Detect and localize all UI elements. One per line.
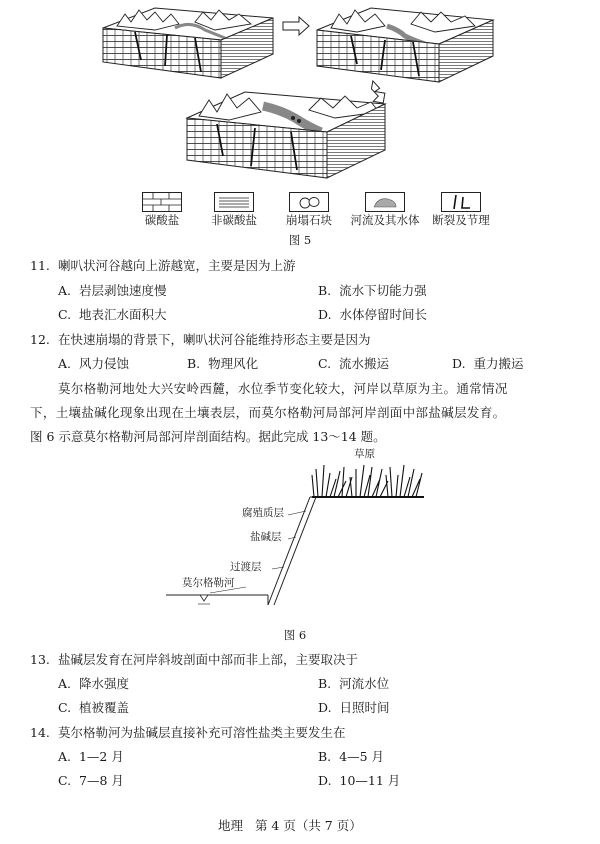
question-14-option-c — [58, 773, 124, 789]
option-letter: D. — [452, 356, 466, 371]
option-letter: C. — [58, 700, 72, 715]
option-letter: A. — [58, 749, 72, 764]
question-12-option-d — [452, 356, 524, 372]
option-text: 流水下切能力强 — [339, 283, 427, 298]
option-text: 降水强度 — [78, 676, 129, 691]
option-text: 物理风化 — [208, 356, 259, 371]
option-letter: D. — [318, 700, 332, 715]
option-text: 7—8 月 — [79, 773, 124, 788]
option-letter: A. — [58, 676, 72, 691]
option-text: 水体停留时间长 — [339, 307, 428, 322]
option-text: 植被覆盖 — [79, 700, 130, 715]
question-13-option-c — [58, 700, 129, 716]
collapse-stone-icon — [290, 193, 328, 211]
option-text: 河流水位 — [339, 676, 390, 691]
legend-label-carbonate: 碳酸盐 — [144, 213, 180, 227]
legend-label-fault: 断裂及节理 — [432, 213, 490, 227]
option-text: 1—2 月 — [78, 749, 124, 764]
question-13-option-b — [318, 676, 389, 692]
figure-5 — [95, 0, 505, 200]
question-14-number: 14. — [30, 725, 50, 740]
footer-subject: 地理 — [218, 818, 244, 833]
river-legend-swatch — [365, 192, 405, 212]
question-12-option-b — [187, 356, 258, 372]
question-13-stem: 盐碱层发育在河岸斜坡剖面中部而非上部，主要取决于 — [58, 652, 359, 667]
carbonate-legend-swatch — [142, 192, 182, 212]
question-12-option-a — [58, 356, 129, 372]
option-text: 岩层剥蚀速度慢 — [78, 283, 167, 298]
fault-joint-icon — [442, 193, 480, 211]
collapse-legend-swatch — [289, 192, 329, 212]
option-letter: C. — [318, 356, 332, 371]
block-stage-1 — [103, 8, 273, 78]
option-text: 10—11 月 — [339, 773, 401, 788]
option-letter: B. — [318, 283, 332, 298]
question-11-option-c — [58, 307, 167, 323]
fault-legend-swatch — [441, 192, 481, 212]
question-12-number: 12. — [30, 332, 50, 347]
figure-5-legend — [0, 192, 600, 232]
label-saline-layer: 盐碱层 — [250, 531, 282, 543]
option-text: 日照时间 — [339, 700, 390, 715]
noncarbonate-legend-swatch — [214, 192, 254, 212]
passage-line-2: 下，土壤盐碱化现象出现在土壤表层，而莫尔格勒河局部河岸剖面中部盐碱层发育。 — [30, 405, 506, 420]
option-text: 风力侵蚀 — [78, 356, 129, 371]
figure-5-caption: 图 5 — [288, 233, 312, 247]
question-14-stem: 莫尔格勒河为盐碱层直接补充可溶性盐类主要发生在 — [58, 725, 346, 740]
label-humus-layer: 腐殖质层 — [242, 507, 284, 519]
footer-page-number: 第 4 页（共 7 页） — [254, 818, 362, 833]
label-transition-layer: 过渡层 — [230, 561, 262, 573]
option-text: 重力搬运 — [473, 356, 524, 371]
question-13-number: 13. — [30, 652, 50, 667]
option-text: 流水搬运 — [339, 356, 390, 371]
option-letter: B. — [318, 676, 332, 691]
grass-tufts — [312, 465, 424, 497]
option-letter: C. — [58, 307, 72, 322]
option-letter: A. — [58, 356, 72, 371]
figure-6 — [160, 445, 450, 625]
legend-label-river: 河流及其水体 — [350, 213, 420, 227]
river-water-icon — [366, 193, 404, 211]
arrow-down-left — [369, 81, 386, 103]
figure-6-caption: 图 6 — [283, 628, 307, 642]
question-14-option-b — [318, 749, 384, 765]
question-12-option-c — [318, 356, 389, 372]
legend-label-collapse: 崩塌石块 — [286, 213, 332, 227]
question-12-stem: 在快速崩塌的背景下，喇叭状河谷能维持形态主要是因为 — [58, 332, 371, 347]
question-11-option-d — [318, 307, 427, 323]
question-11-option-b — [318, 283, 427, 299]
passage-line-1: 莫尔格勒河地处大兴安岭西麓，水位季节变化较大，河岸以草原为主。通常情况 — [58, 381, 508, 396]
passage-line-3: 图 6 示意莫尔格勒河局部河岸剖面结构。据此完成 13～14 题。 — [30, 429, 386, 444]
riverbank-profile-diagram — [160, 445, 450, 625]
question-11-number: 11. — [30, 258, 50, 273]
page-footer — [218, 816, 362, 834]
option-letter: D. — [318, 773, 332, 788]
option-letter: C. — [58, 773, 72, 788]
option-letter: B. — [187, 356, 201, 371]
noncarbonate-pattern-icon — [215, 193, 253, 211]
option-text: 4—5 月 — [339, 749, 385, 764]
label-river: 莫尔格勒河 — [182, 577, 235, 589]
option-letter: D. — [318, 307, 332, 322]
legend-label-noncarbonate: 非碳酸盐 — [211, 213, 257, 227]
option-letter: B. — [318, 749, 332, 764]
option-text: 地表汇水面积大 — [79, 307, 167, 322]
block-stage-3 — [187, 92, 385, 178]
block-stage-2 — [317, 8, 493, 82]
option-letter: A. — [58, 283, 72, 298]
label-grassland: 草原 — [354, 448, 375, 460]
question-14-option-d — [318, 773, 400, 789]
question-13-option-a — [58, 676, 129, 692]
arrow-right — [283, 17, 309, 35]
carbonate-pattern-icon — [143, 193, 181, 211]
question-13-option-d — [318, 700, 390, 716]
question-14-option-a — [58, 749, 124, 765]
question-11-stem: 喇叭状河谷越向上游越宽，主要是因为上游 — [58, 258, 296, 273]
question-11-option-a — [58, 283, 166, 299]
valley-evolution-diagram — [95, 0, 505, 200]
